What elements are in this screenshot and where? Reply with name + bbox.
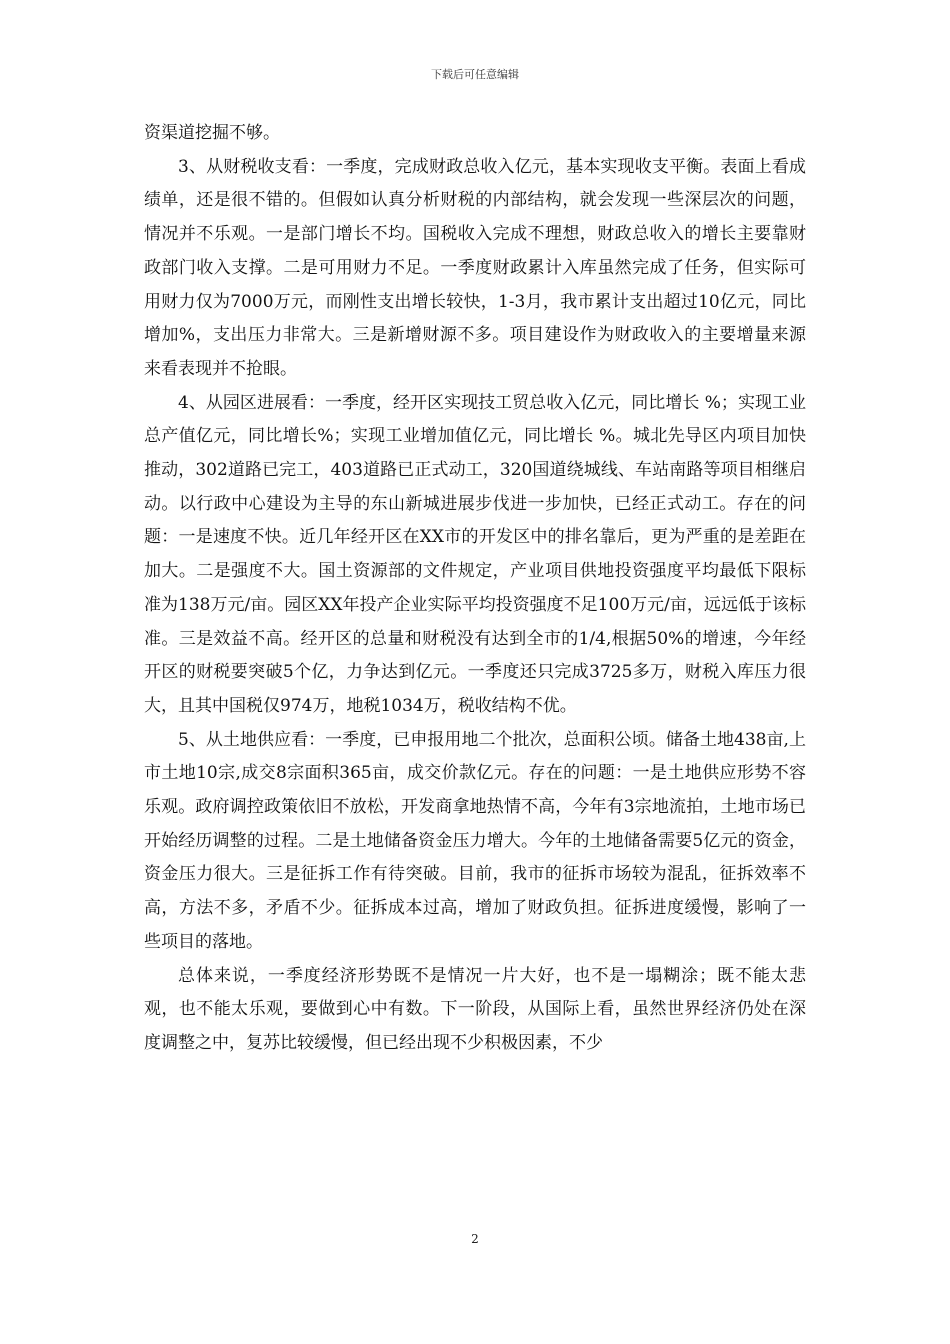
paragraph-land: 5、从土地供应看：一季度，已申报用地二个批次，总面积公顷。储备土地438亩,上市土地10宗,成交8宗面积365亩，成交价款亿元。存在的问题：一是土地供应形势不容乐观。政府调控政策依旧不放松，开发商拿地热情不高，今年有3宗地流拍，土地市场已开始经历调整的过程。二是土地储备资金压力增大。今年的土地储备需要5亿元的资金，资金压力很大。三是征拆工作有待突破。目前，我市的征拆市场较为混乱，征拆效率不高，方法不多，矛盾不少。征拆成本过高，增加了财政负担。征拆进度缓慢，影响了一些项目的落地。 — [144, 729, 806, 952]
document-body — [144, 117, 806, 1061]
paragraph-fiscal: 3、从财税收支看：一季度，完成财政总收入亿元，基本实现收支平衡。表面上看成绩单，还是很不错的。但假如认真分析财税的内部结构，就会发现一些深层次的问题，情况并不乐观。一是部门增长不均。国税收入完成不理想，财政总收入的增长主要靠财政部门收入支撑。二是可用财力不足。一季度财政累计入库虽然完成了任务，但实际可用财力仅为7000万元，而刚性支出增长较快，1-3月，我市累计支出超过10亿元，同比增加%，支出压力非常大。三是新增财源不多。项目建设作为财政收入的主要增量来源来看表现并不抢眼。 — [144, 156, 806, 379]
page-number: 2 — [471, 1232, 479, 1246]
paragraph-summary: 总体来说，一季度经济形势既不是情况一片大好，也不是一塌糊涂；既不能太悲观，也不能太乐观，要做到心中有数。下一阶段，从国际上看，虽然世界经济仍处在深度调整之中，复苏比较缓慢，但已经出现不少积极因素，不少 — [144, 965, 806, 1053]
paragraph-park: 4、从园区进展看：一季度，经开区实现技工贸总收入亿元，同比增长 %；实现工业总产值亿元，同比增长%；实现工业增加值亿元，同比增长 %。城北先导区内项目加快推动，302道路已完工，403道路已正式动工，320国道绕城线、车站南路等项目相继启动。以行政中心建设为主导的东山新城进展步伐进一步加快，已经正式动工。存在的问题：一是速度不快。近几年经开区在XX市的开发区中的排名靠后，更为严重的是差距在加大。二是强度不大。国土资源部的文件规定，产业项目供地投资强度平均最低下限标准为138万元/亩。园区XX年投产企业实际平均投资强度不足100万元/亩，远远低于该标准。三是效益不高。经开区的总量和财税没有达到全市的1/4,根据50%的增速，今年经开区的财税要突破5个亿，力争达到亿元。一季度还只完成3725多万，财税入库压力很大，且其中国税仅974万，地税1034万，税收结构不优。 — [144, 392, 806, 716]
paragraph-continuation: 资渠道挖掘不够。 — [144, 123, 280, 143]
page-header: 下载后可任意编辑 — [431, 68, 519, 81]
